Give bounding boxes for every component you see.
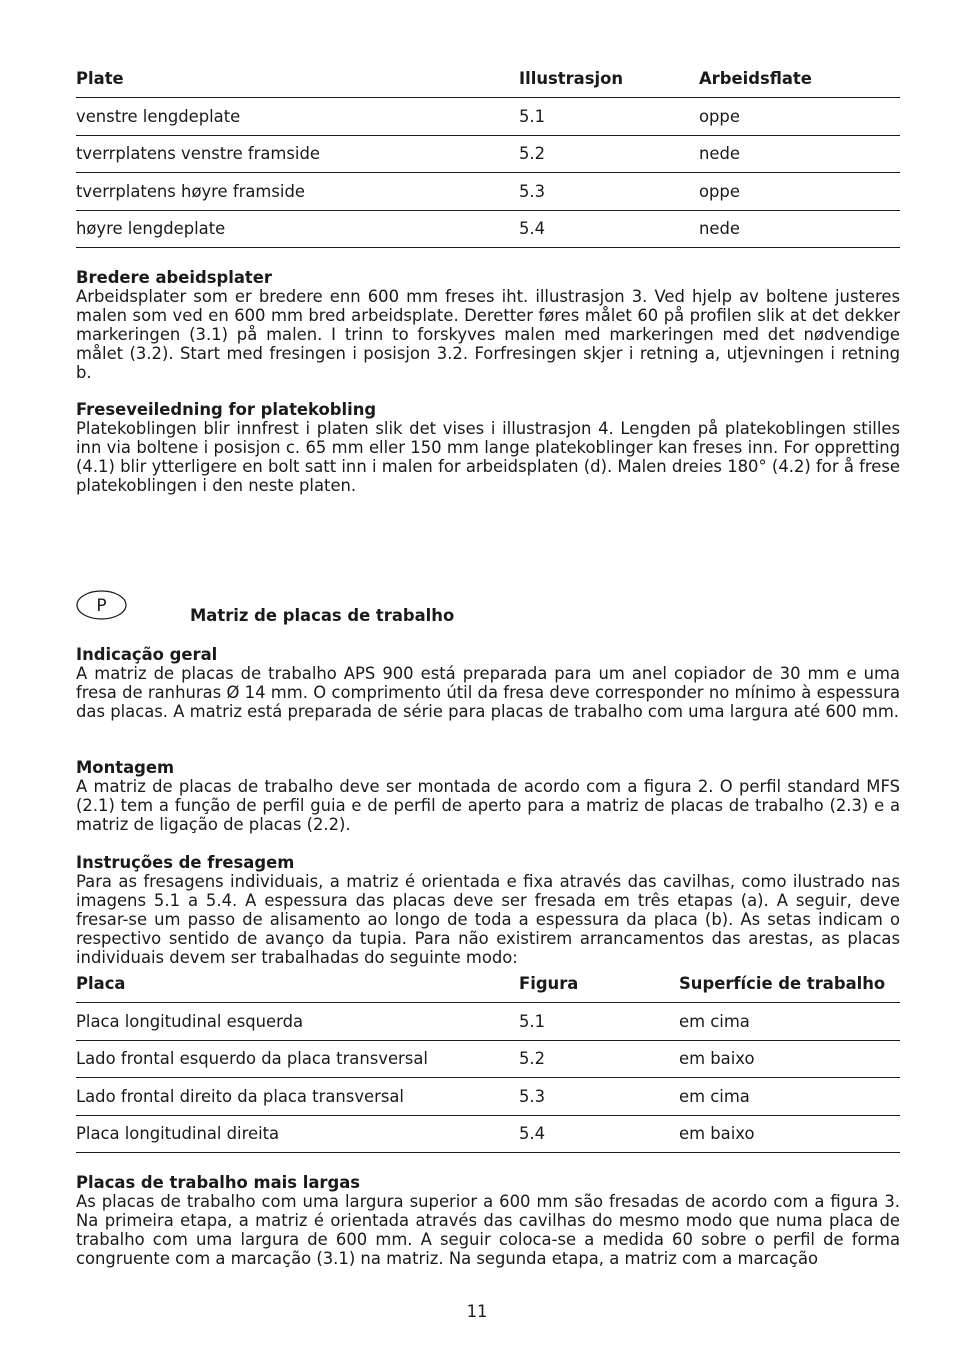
table-row xyxy=(76,98,900,136)
table-cell: Placa longitudinal direita xyxy=(76,1115,519,1153)
section-body: Para as fresagens individuais, a matriz é orientada e fixa através das cavilhas, como ilustrado nas imagens 5.1 a 5.4. A espessura das placas deve ser fresada em três etapas (a). A seguir, deve fresar-se um passo de alisamento ao longo de toda a espessura da placa (b). As setas indicam o respectivo sentido de avanço da tupia. Para não existirem arrancamentos das arestas, as placas individuais devem ser trabalhadas do seguinte modo: xyxy=(76,872,900,967)
table-portuguese xyxy=(76,965,900,1153)
table-cell: nede xyxy=(699,135,900,173)
page-number: 11 xyxy=(466,1302,488,1321)
section-body: Arbeidsplater som er bredere enn 600 mm freses iht. illustrasjon 3. Ved hjelp av boltene justeres malen som ved en 600 mm bred arbeidsplate. Deretter føres målet 60 på profilen slik at det dekker markeringen (3.1) på malen. I trinn to forskyves malen med markeringen med det nødvendige målet (3.2). Start med fresingen i posisjon 3.2. Forfresingen skjer i retning a, utjevningen i retning b. xyxy=(76,287,900,382)
section-body: Platekoblingen blir innfrest i platen slik det vises i illustrasjon 4. Lengden på platekoblingen stilles inn via boltene i posisjon c. 65 mm eller 150 mm lange platekoblinger kan freses inn. For oppretting (4.1) blir ytterligere en bolt satt inn i malen for arbeidsplaten (d). Malen dreies 180° (4.2) for å frese platekoblingen i den neste platen. xyxy=(76,419,900,495)
table-cell: 5.3 xyxy=(519,173,699,211)
table-cell: 5.4 xyxy=(519,1115,679,1153)
section-body: A matriz de placas de trabalho deve ser montada de acordo com a figura 2. O perfil standard MFS (2.1) tem a função de perfil guia e de perfil de aperto para a matriz de placas de trabalho (2.3) e a matriz de ligação de placas (2.2). xyxy=(76,777,900,834)
table-norwegian xyxy=(76,60,900,248)
table-cell: 5.2 xyxy=(519,1040,679,1078)
section-bredere xyxy=(76,268,900,382)
table-cell: oppe xyxy=(699,98,900,136)
table-header-row xyxy=(76,60,900,98)
section-freseveiledning xyxy=(76,400,900,495)
table-cell: høyre lengdeplate xyxy=(76,210,519,248)
table-row xyxy=(76,1115,900,1153)
section-placas-largas xyxy=(76,1173,900,1268)
section-heading: Freseveiledning for platekobling xyxy=(76,400,377,419)
table-cell: 5.3 xyxy=(519,1078,679,1116)
table-cell: tverrplatens venstre framside xyxy=(76,135,519,173)
language-badge-p xyxy=(76,590,127,620)
section-body: A matriz de placas de trabalho APS 900 está preparada para um anel copiador de 30 mm e uma fresa de ranhuras Ø 14 mm. O comprimento útil da fresa deve corresponder no mínimo à espessura das placas. A matriz está preparada de série para placas de trabalho com uma largura até 600 mm. xyxy=(76,664,900,721)
table-row xyxy=(76,1003,900,1041)
table-cell: nede xyxy=(699,210,900,248)
table-row xyxy=(76,1078,900,1116)
table-header-cell: Plate xyxy=(76,60,519,98)
table-cell: em cima xyxy=(679,1003,900,1041)
table-cell: oppe xyxy=(699,173,900,211)
table-header-cell: Placa xyxy=(76,965,519,1003)
section-instrucoes xyxy=(76,853,900,967)
table-cell: 5.4 xyxy=(519,210,699,248)
table-cell: Lado frontal direito da placa transversal xyxy=(76,1078,519,1116)
section-title: Matriz de placas de trabalho xyxy=(190,606,455,625)
table-cell: 5.1 xyxy=(519,98,699,136)
section-heading: Bredere abeidsplater xyxy=(76,268,272,287)
table-cell: em cima xyxy=(679,1078,900,1116)
table-cell: venstre lengdeplate xyxy=(76,98,519,136)
section-heading: Placas de trabalho mais largas xyxy=(76,1173,361,1192)
table-row xyxy=(76,173,900,211)
table-row xyxy=(76,210,900,248)
section-heading: Instruções de fresagem xyxy=(76,853,295,872)
section-heading: Montagem xyxy=(76,758,175,777)
section-montagem xyxy=(76,758,900,834)
table-header-row xyxy=(76,965,900,1003)
table-header-cell: Illustrasjon xyxy=(519,60,699,98)
table-cell: Placa longitudinal esquerda xyxy=(76,1003,519,1041)
table-cell: 5.2 xyxy=(519,135,699,173)
table-header-cell: Arbeidsflate xyxy=(699,60,900,98)
table-row xyxy=(76,1040,900,1078)
table-row xyxy=(76,135,900,173)
table-cell: tverrplatens høyre framside xyxy=(76,173,519,211)
table-header-cell: Superfície de trabalho xyxy=(679,965,900,1003)
section-indicacao-geral xyxy=(76,645,900,721)
table-cell: Lado frontal esquerdo da placa transversal xyxy=(76,1040,519,1078)
table-header-cell: Figura xyxy=(519,965,679,1003)
table-cell: 5.1 xyxy=(519,1003,679,1041)
section-body: As placas de trabalho com uma largura superior a 600 mm são fresadas de acordo com a figura 3. Na primeira etapa, a matriz é orientada através das cavilhas do mesmo modo que numa placa de trabalho com uma largura de 600 mm. A seguir coloca-se a medida 60 sobre o perfil de forma congruente com a marcação (3.1) na matriz. Na segunda etapa, a matriz com a marcação xyxy=(76,1192,900,1268)
table-cell: em baixo xyxy=(679,1115,900,1153)
section-heading: Indicação geral xyxy=(76,645,218,664)
table-cell: em baixo xyxy=(679,1040,900,1078)
language-badge-label: P xyxy=(96,596,107,616)
